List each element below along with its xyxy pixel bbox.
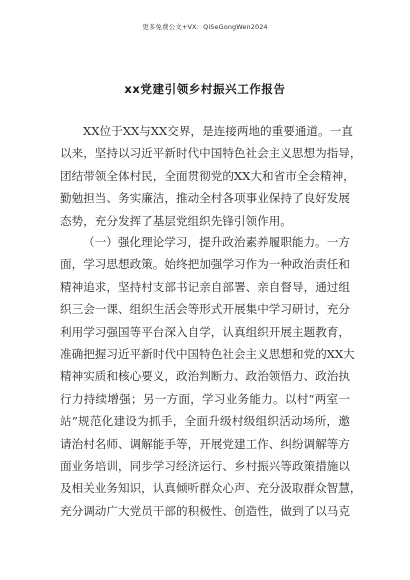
paragraph-line: 面业务培训，同步学习经济运行、乡村振兴等政策措施以: [60, 458, 350, 473]
paragraph-line: 织三会一课、组织生活会等形式开展集中学习研讨，充分: [60, 302, 350, 317]
paragraph-line: 站”规范化建设为抓手，全面升级村级组织活动场所，邀: [60, 414, 350, 429]
paragraph-section-1: [60, 231, 362, 522]
paragraph-intro: [60, 120, 362, 232]
header-note: 更多免费公文+VX：QiSeGongWen2024: [142, 23, 268, 31]
paragraph-line: 面，学习思想政策。始终把加强学习作为一种政治责任和: [60, 257, 350, 272]
paragraph-line: 态势，充分发挥了基层党组织先锋引领作用。: [60, 213, 292, 228]
document-title: xx党建引领乡村振兴工作报告: [124, 82, 286, 96]
paragraph-line: 准确把握习近平新时代中国特色社会主义思想和党的XX大: [60, 346, 355, 361]
paragraph-line: 请治村名师、调解能手等，开展党建工作、纠纷调解等方: [60, 436, 350, 451]
paragraph-line: 以来，坚持以习近平新时代中国特色社会主义思想为指导，: [60, 146, 362, 161]
paragraph-line: 精神实质和核心要义，政治判断力、政治领悟力、政治执: [60, 369, 350, 384]
paragraph-line: 精神追求，坚持村支部书记亲自部署、亲自督导，通过组: [60, 279, 350, 294]
paragraph-line: 利用学习强国等平台深入自学，认真组织开展主题教育，: [60, 324, 350, 339]
paragraph-line: 团结带领全体村民，全面贯彻党的XX大和省市全会精神，: [60, 168, 355, 183]
paragraph-line: 及相关业务知识，认真倾听群众心声、充分汲取群众智慧，: [60, 481, 362, 496]
paragraph-line: 充分调动广大党员干部的积极性、创造性，做到了以马克: [60, 503, 350, 518]
paragraph-line: 行力持续增强；另一方面，学习业务能力。以村“两室一: [60, 391, 350, 406]
paragraph-line: 勤勉担当、务实廉洁，推动全村各项事业保持了良好发展: [60, 191, 350, 206]
paragraph-line: （一）强化理论学习，提升政治素养履职能力。一方: [83, 235, 350, 249]
paragraph-line: XX位于XX与XX交界，是连接两地的重要通道。一直: [83, 124, 353, 138]
